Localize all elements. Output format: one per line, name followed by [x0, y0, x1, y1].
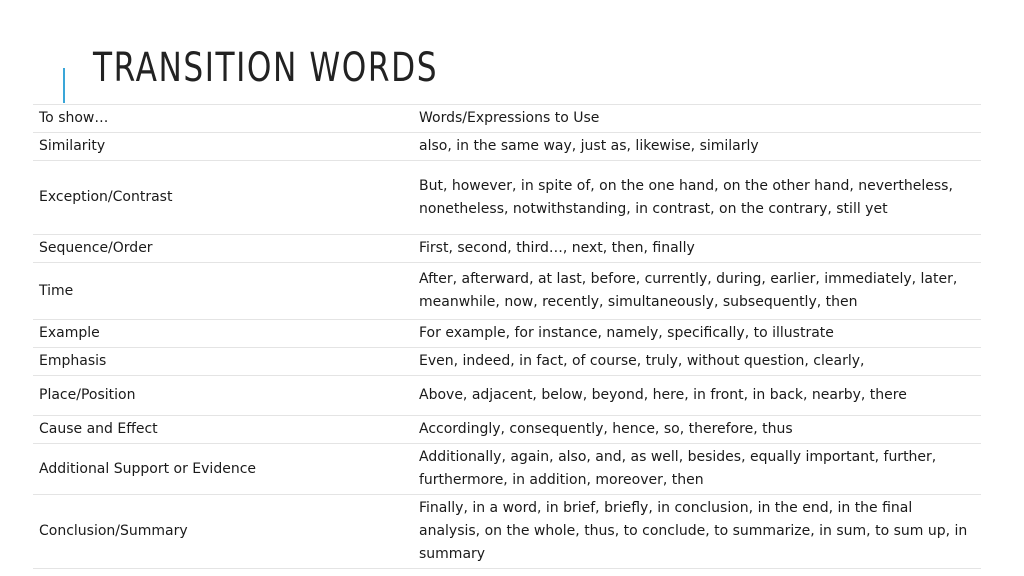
row-words: For example, for instance, namely, specifically, to illustrate: [413, 320, 981, 348]
table-row: [33, 416, 981, 444]
row-words: Even, indeed, in fact, of course, truly, without question, clearly,: [413, 348, 981, 376]
row-words: Additionally, again, also, and, as well, besides, equally important, further, furthermore, in addition, moreover, then: [413, 444, 981, 495]
row-purpose: Exception/Contrast: [33, 161, 413, 235]
row-purpose: Place/Position: [33, 376, 413, 416]
row-words: But, however, in spite of, on the one hand, on the other hand, nevertheless, nonetheless, notwithstanding, in contrast, on the contrary, still yet: [413, 161, 981, 235]
row-words: Accordingly, consequently, hence, so, therefore, thus: [413, 416, 981, 444]
row-words: First, second, third…, next, then, finally: [413, 235, 981, 263]
row-purpose: Additional Support or Evidence: [33, 444, 413, 495]
table-row: [33, 320, 981, 348]
header-purpose: To show…: [33, 105, 413, 133]
slide-title: TRANSITION WORDS: [93, 45, 439, 91]
table-header-row: [33, 105, 981, 133]
transition-words-table: [33, 104, 981, 569]
header-words: Words/Expressions to Use: [413, 105, 981, 133]
row-purpose: Similarity: [33, 133, 413, 161]
row-words: After, afterward, at last, before, currently, during, earlier, immediately, later, meanwhile, now, recently, simultaneously, subsequently, then: [413, 263, 981, 320]
row-purpose: Cause and Effect: [33, 416, 413, 444]
row-purpose: Emphasis: [33, 348, 413, 376]
row-purpose: Time: [33, 263, 413, 320]
table-row: [33, 161, 981, 235]
title-accent-bar: [63, 68, 65, 103]
table-row: [33, 235, 981, 263]
row-purpose: Sequence/Order: [33, 235, 413, 263]
table-row: [33, 444, 981, 495]
table-row: [33, 348, 981, 376]
row-purpose: Example: [33, 320, 413, 348]
table-row: [33, 495, 981, 569]
row-purpose: Conclusion/Summary: [33, 495, 413, 569]
row-words: Above, adjacent, below, beyond, here, in front, in back, nearby, there: [413, 376, 981, 416]
table-row: [33, 133, 981, 161]
row-words: also, in the same way, just as, likewise, similarly: [413, 133, 981, 161]
row-words: Finally, in a word, in brief, briefly, in conclusion, in the end, in the final analysis, on the whole, thus, to conclude, to summarize, in sum, to sum up, in summary: [413, 495, 981, 569]
table-row: [33, 263, 981, 320]
table-row: [33, 376, 981, 416]
